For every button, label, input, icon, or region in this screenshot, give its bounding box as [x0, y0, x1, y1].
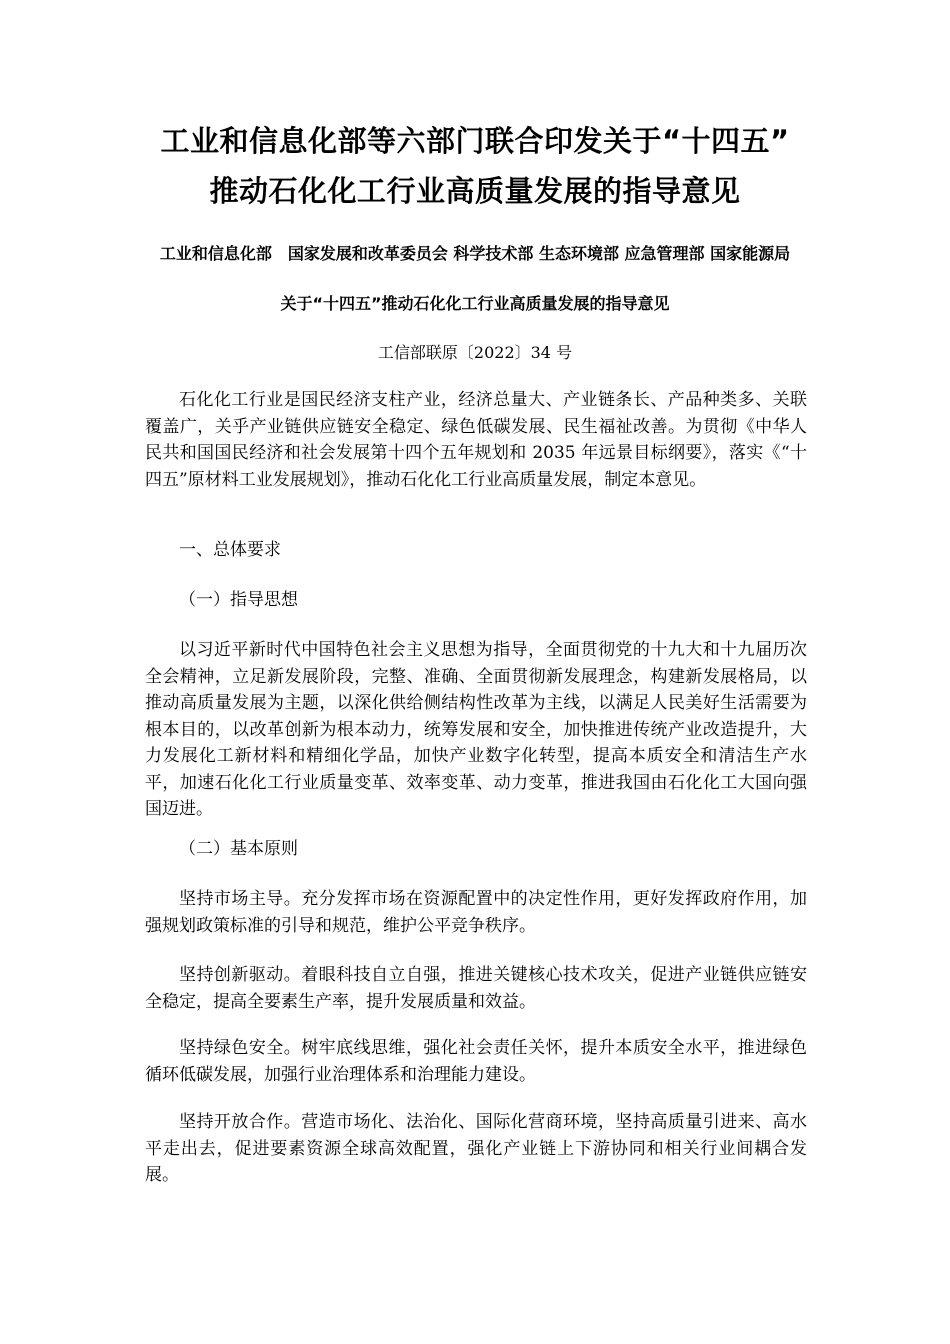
subsection-heading-basic-principles: （二）基本原则 [179, 839, 298, 859]
issuing-departments: 工业和信息化部 国家发展和改革委员会 科学技术部 生态环境部 应急管理部 国家能源局 [159, 244, 791, 263]
subsection-heading-guiding-ideology: （一）指导思想 [179, 590, 298, 610]
document-title-line-2: 推动石化化工行业高质量发展的指导意见 [209, 174, 741, 208]
document-number: 工信部联原〔2022〕34 号 [377, 343, 573, 362]
guiding-ideology-paragraph: 以习近平新时代中国特色社会主义思想为指导，全面贯彻党的十九大和十九届历次全会精神，立足新发展阶段，完整、准确、全面贯彻新发展理念，构建新发展格局，以推动高质量发展为主题，以深化供给侧结构性改革为主线，以满足人民美好生活需要为根本目的，以改革创新为根本动力，统筹发展和安全，加快推进传统产业改造提升，大力发展化工新材料和精细化学品，加快产业数字化转型，提高本质安全和清洁生产水平，加速石化化工行业质量变革、效率变革、动力变革，推进我国由石化化工大国向强国迈进。 [145, 640, 807, 819]
document-title-line-1: 工业和信息化部等六部门联合印发关于“十四五” [160, 124, 790, 158]
principle-open-paragraph: 坚持开放合作。营造市场化、法治化、国际化营商环境，坚持高质量引进来、高水平走出去，促进要素资源全球高效配置，强化产业链上下游协同和相关行业间耦合发展。 [145, 1112, 807, 1185]
document-subtitle: 关于“十四五”推动石化化工行业高质量发展的指导意见 [280, 294, 670, 313]
principle-green-paragraph: 坚持绿色安全。树牢底线思维，强化社会责任关怀，提升本质安全水平，推进绿色循环低碳发展，加强行业治理体系和治理能力建设。 [145, 1038, 807, 1085]
section-heading-general-requirements: 一、总体要求 [179, 540, 281, 560]
principle-innovation-paragraph: 坚持创新驱动。着眼科技自立自强，推进关键核心技术攻关，促进产业链供应链安全稳定，提高全要素生产率，提升发展质量和效益。 [145, 965, 807, 1012]
principle-market-paragraph: 坚持市场主导。充分发挥市场在资源配置中的决定性作用，更好发挥政府作用，加强规划政策标准的引导和规范，维护公平竞争秩序。 [145, 889, 807, 936]
intro-paragraph: 石化化工行业是国民经济支柱产业，经济总量大、产业链条长、产品种类多、关联覆盖广，关乎产业链供应链安全稳定、绿色低碳发展、民生福祉改善。为贯彻《中华人民共和国国民经济和社会发展第十四个五年规划和 2035 年远景目标纲要》，落实《“十四五”原材料工业发展规划》，推动石化化工行业高质量发展，制定本意见。 [145, 390, 807, 490]
